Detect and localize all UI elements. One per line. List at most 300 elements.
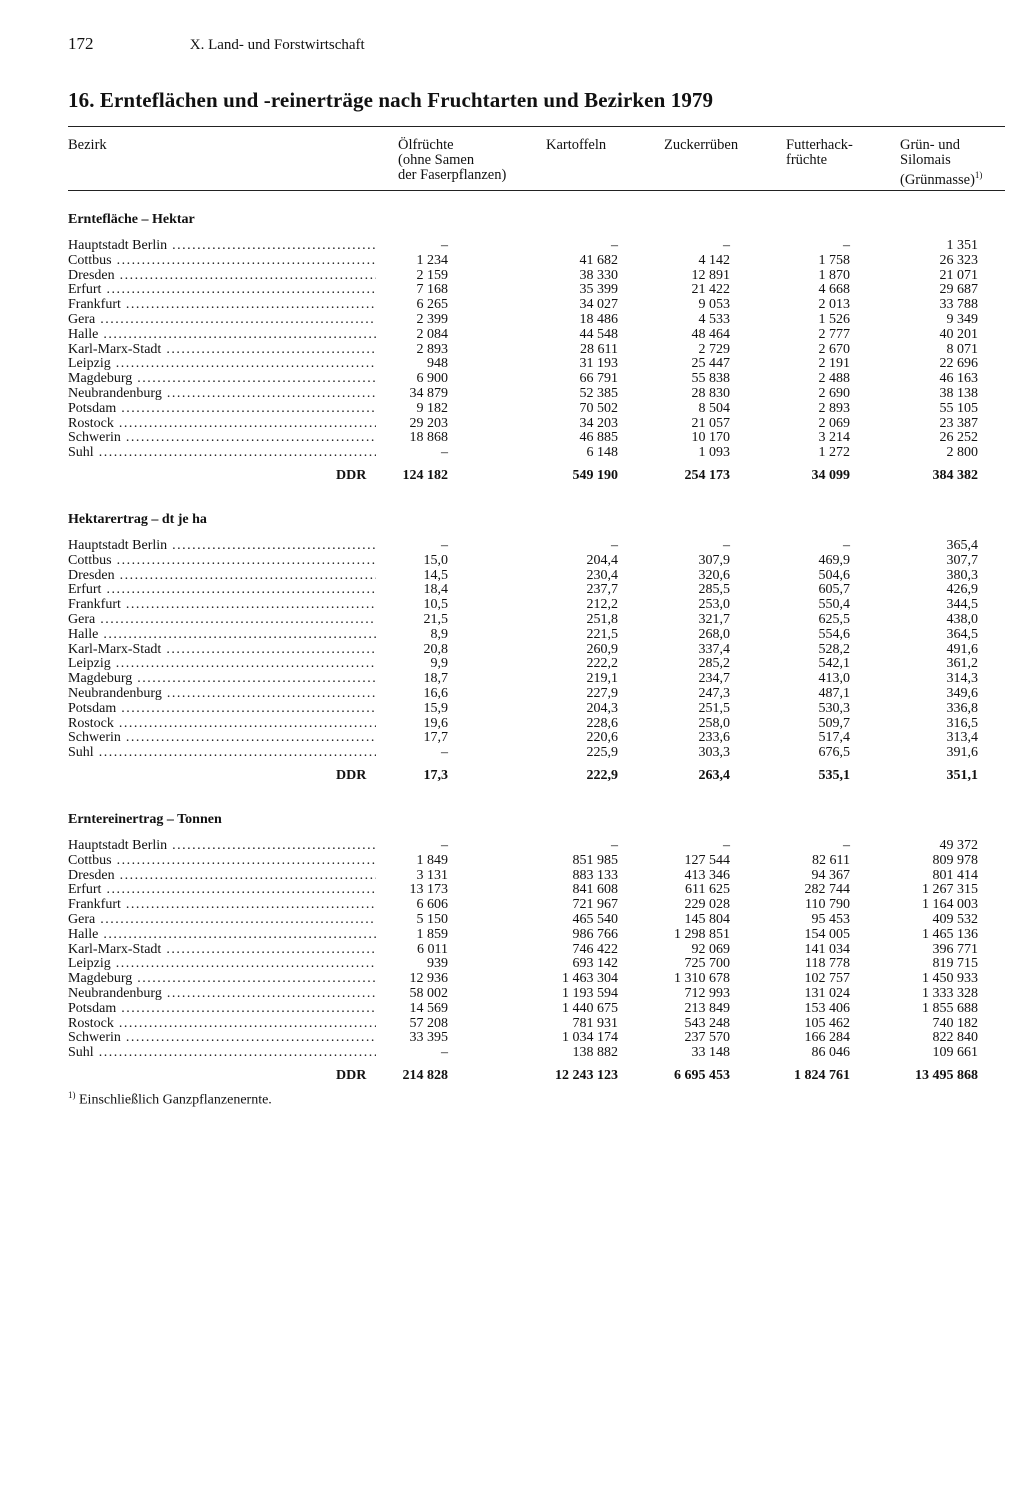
table-cell: 8,9 bbox=[430, 626, 448, 642]
table-cell: 204,3 bbox=[586, 700, 618, 716]
row-label: Leipzig ..... bbox=[68, 656, 376, 671]
table-cell: 28 830 bbox=[691, 386, 730, 401]
table-cell: 18,4 bbox=[423, 582, 448, 598]
table-cell: – bbox=[611, 238, 618, 253]
row-label: Leipzig ..... bbox=[68, 356, 376, 371]
table-cell: – bbox=[441, 838, 448, 853]
table-cell: 153 406 bbox=[804, 1000, 850, 1016]
table-cell: 237 570 bbox=[684, 1030, 730, 1046]
table-cell: 487,1 bbox=[818, 686, 850, 701]
table-cell: 676,5 bbox=[818, 745, 850, 761]
table-cell: 118 778 bbox=[805, 956, 850, 972]
table-cell: 38 330 bbox=[579, 267, 618, 283]
table-cell: 2 690 bbox=[818, 386, 850, 401]
row-label: Potsdam ..... bbox=[68, 401, 376, 416]
table-row bbox=[68, 986, 1008, 1001]
table-cell: 2 013 bbox=[818, 297, 850, 313]
table-cell: 109 661 bbox=[932, 1045, 978, 1061]
table-cell: 17,7 bbox=[423, 730, 448, 746]
table-cell: 1 093 bbox=[698, 445, 730, 461]
table-cell: 14 569 bbox=[409, 1000, 448, 1016]
table-cell: 822 840 bbox=[932, 1030, 978, 1046]
table-cell: 2 159 bbox=[416, 267, 448, 283]
table-cell: 46 885 bbox=[579, 430, 618, 446]
col-header-zuckerrueben: Zuckerrüben bbox=[664, 137, 739, 153]
row-label: Hauptstadt Berlin ..... bbox=[68, 538, 376, 553]
table-cell: 6 900 bbox=[416, 371, 448, 387]
row-label: Rostock ..... bbox=[68, 716, 376, 731]
table-row bbox=[68, 253, 1008, 268]
table-row bbox=[68, 656, 1008, 671]
table-cell: 2 893 bbox=[818, 400, 850, 416]
table-cell: 18,7 bbox=[423, 671, 448, 687]
table-cell: 530,3 bbox=[818, 700, 850, 716]
table-row bbox=[68, 686, 1008, 701]
table-cell: 221,5 bbox=[586, 626, 618, 642]
table-cell: 82 611 bbox=[812, 852, 850, 868]
row-label: Erfurt ..... bbox=[68, 282, 376, 297]
table-cell: 336,8 bbox=[946, 700, 978, 716]
table-cell: 2 729 bbox=[698, 341, 730, 357]
table-cell: 7 168 bbox=[416, 282, 448, 298]
table-cell: 1 758 bbox=[818, 252, 850, 268]
table-cell: 247,3 bbox=[698, 686, 730, 701]
col-header-kartoffeln: Kartoffeln bbox=[546, 137, 607, 153]
table-cell: 2 069 bbox=[818, 415, 850, 431]
table-cell: 413 346 bbox=[684, 867, 730, 883]
table-cell: 251,5 bbox=[698, 700, 730, 716]
table-cell: 145 804 bbox=[684, 912, 730, 927]
col-header-line: Ölfrüchte bbox=[398, 137, 454, 153]
table-cell: 1 450 933 bbox=[922, 971, 978, 987]
total-label: DDR bbox=[336, 768, 367, 783]
table-cell: 1 034 174 bbox=[562, 1030, 618, 1046]
table-row bbox=[68, 1001, 1008, 1016]
table-cell: 41 682 bbox=[579, 252, 618, 268]
table-cell: 21 422 bbox=[691, 282, 730, 298]
table-cell: 625,5 bbox=[818, 612, 850, 627]
table-row bbox=[68, 745, 1008, 760]
table-cell: 504,6 bbox=[818, 567, 850, 583]
table-row bbox=[68, 386, 1008, 401]
table-cell: 94 367 bbox=[811, 867, 850, 883]
table-row bbox=[68, 882, 1008, 897]
table-cell: 18 486 bbox=[579, 312, 618, 327]
table-cell: 693 142 bbox=[572, 956, 618, 972]
table-cell: 380,3 bbox=[946, 567, 978, 583]
table-cell: 1 465 136 bbox=[922, 926, 978, 942]
table-cell: 55 105 bbox=[939, 400, 978, 416]
table-cell: 15,0 bbox=[423, 552, 448, 568]
row-label: Hauptstadt Berlin ..... bbox=[68, 238, 376, 253]
table-cell: 40 201 bbox=[939, 326, 978, 342]
table-cell: 34 203 bbox=[579, 415, 618, 431]
table-cell: 349,6 bbox=[946, 686, 978, 701]
table-cell: 3 214 bbox=[818, 430, 850, 446]
table-cell: 740 182 bbox=[932, 1015, 978, 1031]
table-cell: – bbox=[441, 1045, 448, 1061]
table-row bbox=[68, 401, 1008, 416]
table-cell: 141 034 bbox=[804, 941, 850, 957]
table-cell: 251,8 bbox=[586, 612, 618, 627]
row-label: Rostock ..... bbox=[68, 1016, 376, 1031]
table-cell: 20,8 bbox=[423, 641, 448, 657]
footnote-marker: 1) bbox=[974, 170, 983, 180]
table-cell: 6 265 bbox=[416, 297, 448, 313]
table-cell: 66 791 bbox=[579, 371, 618, 387]
header-rule bbox=[68, 190, 1005, 191]
total-row bbox=[68, 1068, 1008, 1083]
table-row bbox=[68, 716, 1008, 731]
table-cell: 365,4 bbox=[946, 538, 978, 553]
table-cell: 801 414 bbox=[932, 867, 978, 883]
table-cell: 1 870 bbox=[818, 267, 850, 283]
table-cell: 1 333 328 bbox=[922, 986, 978, 1001]
row-label: Dresden ..... bbox=[68, 868, 376, 883]
table-cell: 426,9 bbox=[946, 582, 978, 598]
row-label: Rostock ..... bbox=[68, 416, 376, 431]
row-label: Gera ..... bbox=[68, 312, 376, 327]
table-cell: 550,4 bbox=[818, 597, 850, 613]
row-label: Suhl ..... bbox=[68, 745, 376, 760]
table-cell: 212,2 bbox=[586, 597, 618, 613]
row-label: Suhl ..... bbox=[68, 445, 376, 460]
col-header-line: Futterhack- bbox=[786, 137, 853, 153]
table-cell: 9 053 bbox=[698, 297, 730, 313]
footnote-text: Einschließlich Ganzpflanzenernte. bbox=[79, 1092, 272, 1108]
table-row bbox=[68, 1030, 1008, 1045]
table-cell: 4 142 bbox=[698, 252, 730, 268]
table-row bbox=[68, 927, 1008, 942]
col-header-line: (ohne Samen bbox=[398, 152, 475, 168]
table-cell: 1 298 851 bbox=[674, 926, 730, 942]
table-row bbox=[68, 642, 1008, 657]
row-label: Dresden ..... bbox=[68, 268, 376, 283]
row-label: Cottbus ..... bbox=[68, 853, 376, 868]
table-cell: 554,6 bbox=[818, 626, 850, 642]
col-header-futterhackfruechte bbox=[786, 138, 853, 168]
table-cell: 86 046 bbox=[811, 1045, 850, 1061]
table-cell: 721 967 bbox=[572, 897, 618, 913]
table-cell: 237,7 bbox=[586, 582, 618, 598]
table-cell: 9 349 bbox=[946, 312, 978, 327]
col-header-gruen-silomais bbox=[900, 138, 982, 188]
row-label: Frankfurt ..... bbox=[68, 597, 376, 612]
table-cell: 4 533 bbox=[698, 312, 730, 327]
row-label: Frankfurt ..... bbox=[68, 897, 376, 912]
table-cell: 154 005 bbox=[804, 926, 850, 942]
table-cell: 1 351 bbox=[946, 238, 978, 253]
table-row bbox=[68, 297, 1008, 312]
total-cell: 351,1 bbox=[946, 768, 978, 783]
table-row bbox=[68, 538, 1008, 553]
table-cell: 95 453 bbox=[811, 912, 850, 927]
table-row bbox=[68, 597, 1008, 612]
col-header-line: der Faserpflanzen) bbox=[398, 167, 507, 183]
table-cell: 219,1 bbox=[586, 671, 618, 687]
table-cell: 841 608 bbox=[572, 882, 618, 898]
table-cell: 21 071 bbox=[939, 267, 978, 283]
table-cell: 225,9 bbox=[586, 745, 618, 761]
row-label: Schwerin ..... bbox=[68, 430, 376, 445]
row-label: Karl-Marx-Stadt ..... bbox=[68, 942, 376, 957]
table-cell: 542,1 bbox=[818, 656, 850, 672]
table-cell: 361,2 bbox=[946, 656, 978, 672]
table-cell: 253,0 bbox=[698, 597, 730, 613]
table-cell: 781 931 bbox=[572, 1015, 618, 1031]
page-header bbox=[68, 34, 365, 54]
table-cell: 1 526 bbox=[818, 312, 850, 327]
table-cell: 285,2 bbox=[698, 656, 730, 672]
row-label: Neubrandenburg ..... bbox=[68, 386, 376, 401]
table-cell: 948 bbox=[427, 356, 448, 372]
table-cell: 2 399 bbox=[416, 312, 448, 327]
table-cell: 21,5 bbox=[423, 612, 448, 627]
table-cell: 809 978 bbox=[932, 852, 978, 868]
table-row bbox=[68, 282, 1008, 297]
total-cell: 1 824 761 bbox=[794, 1068, 850, 1083]
table-row bbox=[68, 268, 1008, 283]
table-cell: 28 611 bbox=[580, 341, 618, 357]
table-cell: – bbox=[843, 238, 850, 253]
table-cell: 1 164 003 bbox=[922, 897, 978, 913]
table-cell: 46 163 bbox=[939, 371, 978, 387]
table-cell: 1 849 bbox=[416, 852, 448, 868]
table-cell: 320,6 bbox=[698, 567, 730, 583]
table-cell: 2 777 bbox=[818, 326, 850, 342]
table-cell: 9 182 bbox=[416, 400, 448, 416]
table-cell: 70 502 bbox=[579, 400, 618, 416]
total-row bbox=[68, 468, 1008, 483]
col-header-line bbox=[900, 168, 982, 188]
table-cell: 14,5 bbox=[423, 567, 448, 583]
row-label: Magdeburg ..... bbox=[68, 971, 376, 986]
row-label: Gera ..... bbox=[68, 912, 376, 927]
table-cell: 409 532 bbox=[932, 912, 978, 927]
table-cell: 883 133 bbox=[572, 867, 618, 883]
table-cell: 12 891 bbox=[691, 267, 730, 283]
table-cell: 543 248 bbox=[684, 1015, 730, 1031]
table-cell: 58 002 bbox=[409, 986, 448, 1001]
col-header-line: früchte bbox=[786, 152, 828, 168]
table-cell: 413,0 bbox=[818, 671, 850, 687]
table-cell: 2 670 bbox=[818, 341, 850, 357]
row-label: Halle ..... bbox=[68, 627, 376, 642]
table-cell: – bbox=[441, 445, 448, 461]
table-cell: 6 148 bbox=[586, 445, 618, 461]
col-header-bezirk: Bezirk bbox=[68, 137, 107, 153]
table-row bbox=[68, 327, 1008, 342]
row-label: Neubrandenburg ..... bbox=[68, 686, 376, 701]
row-label: Halle ..... bbox=[68, 327, 376, 342]
table-cell: 220,6 bbox=[586, 730, 618, 746]
total-cell: 549 190 bbox=[572, 468, 618, 483]
row-label: Suhl ..... bbox=[68, 1045, 376, 1060]
table-cell: – bbox=[723, 238, 730, 253]
table-cell: 2 084 bbox=[416, 326, 448, 342]
table-cell: 213 849 bbox=[684, 1000, 730, 1016]
table-cell: 138 882 bbox=[572, 1045, 618, 1061]
col-header-line: Silomais bbox=[900, 152, 951, 168]
table-cell: 9,9 bbox=[430, 656, 448, 672]
table-cell: 49 372 bbox=[939, 838, 978, 853]
row-label: Schwerin ..... bbox=[68, 730, 376, 745]
total-cell: 222,9 bbox=[586, 768, 618, 783]
table-cell: 127 544 bbox=[684, 852, 730, 868]
table-row bbox=[68, 568, 1008, 583]
table-cell: 26 252 bbox=[939, 430, 978, 446]
table-row bbox=[68, 868, 1008, 883]
table-cell: 260,9 bbox=[586, 641, 618, 657]
table-cell: 1 310 678 bbox=[674, 971, 730, 987]
total-cell: 535,1 bbox=[818, 768, 850, 783]
table-cell: – bbox=[611, 538, 618, 553]
footnote-marker: 1) bbox=[68, 1090, 76, 1100]
table-cell: – bbox=[441, 238, 448, 253]
table-cell: 33 788 bbox=[939, 297, 978, 313]
table-cell: 316,5 bbox=[946, 715, 978, 731]
table-cell: 285,5 bbox=[698, 582, 730, 598]
table-cell: 228,6 bbox=[586, 715, 618, 731]
table-cell: 1 440 675 bbox=[562, 1000, 618, 1016]
table-cell: 23 387 bbox=[939, 415, 978, 431]
table-row bbox=[68, 356, 1008, 371]
table-cell: 819 715 bbox=[932, 956, 978, 972]
row-label: Schwerin ..... bbox=[68, 1030, 376, 1045]
col-header-text: (Grünmasse) bbox=[900, 171, 975, 188]
table-cell: 986 766 bbox=[572, 926, 618, 942]
table-cell: 31 193 bbox=[579, 356, 618, 372]
table-row bbox=[68, 371, 1008, 386]
row-label: Neubrandenburg ..... bbox=[68, 986, 376, 1001]
table-row bbox=[68, 312, 1008, 327]
table-cell: 611 625 bbox=[685, 882, 730, 898]
table-cell: 5 150 bbox=[416, 912, 448, 927]
footnote bbox=[68, 1090, 272, 1109]
table-cell: 38 138 bbox=[939, 386, 978, 401]
table-row bbox=[68, 956, 1008, 971]
table-row bbox=[68, 942, 1008, 957]
total-cell: 384 382 bbox=[932, 468, 978, 483]
total-cell: 12 243 123 bbox=[555, 1068, 618, 1083]
row-label: Karl-Marx-Stadt ..... bbox=[68, 642, 376, 657]
table-cell: 337,4 bbox=[698, 641, 730, 657]
table-cell: 10,5 bbox=[423, 597, 448, 613]
total-label: DDR bbox=[336, 468, 367, 483]
table-cell: 12 936 bbox=[409, 971, 448, 987]
table-cell: 528,2 bbox=[818, 641, 850, 657]
table-cell: 26 323 bbox=[939, 252, 978, 268]
table-row bbox=[68, 912, 1008, 927]
total-cell: 263,4 bbox=[698, 768, 730, 783]
table-cell: 57 208 bbox=[409, 1015, 448, 1031]
total-cell: 13 495 868 bbox=[915, 1068, 978, 1083]
table-cell: 6 011 bbox=[417, 941, 448, 957]
table-cell: 307,7 bbox=[946, 552, 978, 568]
table-cell: 517,4 bbox=[818, 730, 850, 746]
table-cell: 364,5 bbox=[946, 626, 978, 642]
table-cell: 34 027 bbox=[579, 297, 618, 313]
table-cell: 92 069 bbox=[691, 941, 730, 957]
table-cell: 222,2 bbox=[586, 656, 618, 672]
chapter-title: X. Land- und Forstwirtschaft bbox=[189, 37, 365, 53]
table-cell: 55 838 bbox=[691, 371, 730, 387]
table-cell: 605,7 bbox=[818, 582, 850, 598]
table-cell: 469,9 bbox=[818, 552, 850, 568]
table-cell: 321,7 bbox=[698, 612, 730, 627]
row-label: Potsdam ..... bbox=[68, 1001, 376, 1016]
section-title: Hektarertrag – dt je ha bbox=[68, 512, 207, 527]
table-row bbox=[68, 416, 1008, 431]
table-cell: 166 284 bbox=[804, 1030, 850, 1046]
table-cell: 746 422 bbox=[572, 941, 618, 957]
table-row bbox=[68, 838, 1008, 853]
table-cell: 227,9 bbox=[586, 686, 618, 701]
top-rule bbox=[68, 126, 1005, 127]
table-cell: 1 267 315 bbox=[922, 882, 978, 898]
table-cell: – bbox=[843, 838, 850, 853]
table-cell: 725 700 bbox=[684, 956, 730, 972]
table-row bbox=[68, 430, 1008, 445]
row-label: Cottbus ..... bbox=[68, 553, 376, 568]
table-row bbox=[68, 971, 1008, 986]
table-cell: 303,3 bbox=[698, 745, 730, 761]
table-cell: 1 234 bbox=[416, 252, 448, 268]
table-cell: 8 504 bbox=[698, 400, 730, 416]
row-label: Magdeburg ..... bbox=[68, 671, 376, 686]
table-cell: 234,7 bbox=[698, 671, 730, 687]
table-cell: 13 173 bbox=[409, 882, 448, 898]
table-row bbox=[68, 671, 1008, 686]
table-cell: 2 191 bbox=[818, 356, 850, 372]
table-cell: 33 148 bbox=[691, 1045, 730, 1061]
table-row bbox=[68, 553, 1008, 568]
table-title: 16. Ernteflächen und -reinerträge nach Fruchtarten und Bezirken 1979 bbox=[68, 88, 714, 112]
section-title: Erntereinertrag – Tonnen bbox=[68, 812, 222, 827]
table-cell: 44 548 bbox=[579, 326, 618, 342]
table-cell: 1 272 bbox=[818, 445, 850, 461]
table-cell: 391,6 bbox=[946, 745, 978, 761]
page-number: 172 bbox=[68, 34, 94, 53]
table-cell: 282 744 bbox=[804, 882, 850, 898]
table-cell: 52 385 bbox=[579, 386, 618, 401]
table-cell: 465 540 bbox=[572, 912, 618, 927]
table-cell: 313,4 bbox=[946, 730, 978, 746]
row-label: Karl-Marx-Stadt ..... bbox=[68, 342, 376, 357]
table-cell: 1 193 594 bbox=[562, 986, 618, 1001]
table-row bbox=[68, 897, 1008, 912]
table-row bbox=[68, 342, 1008, 357]
table-row bbox=[68, 612, 1008, 627]
table-cell: 204,4 bbox=[586, 552, 618, 568]
table-cell: 131 024 bbox=[804, 986, 850, 1001]
table-cell: 25 447 bbox=[691, 356, 730, 372]
row-label: Magdeburg ..... bbox=[68, 371, 376, 386]
table-cell: 396 771 bbox=[932, 941, 978, 957]
col-header-line: Grün- und bbox=[900, 137, 961, 153]
table-cell: 851 985 bbox=[572, 852, 618, 868]
table-cell: 48 464 bbox=[691, 326, 730, 342]
table-cell: 3 131 bbox=[416, 867, 448, 883]
table-cell: 19,6 bbox=[423, 715, 448, 731]
row-label: Frankfurt ..... bbox=[68, 297, 376, 312]
table-cell: 6 606 bbox=[416, 897, 448, 913]
table-cell: – bbox=[843, 538, 850, 553]
row-label: Halle ..... bbox=[68, 927, 376, 942]
table-cell: 230,4 bbox=[586, 567, 618, 583]
table-cell: 33 395 bbox=[409, 1030, 448, 1046]
total-cell: 34 099 bbox=[811, 468, 850, 483]
